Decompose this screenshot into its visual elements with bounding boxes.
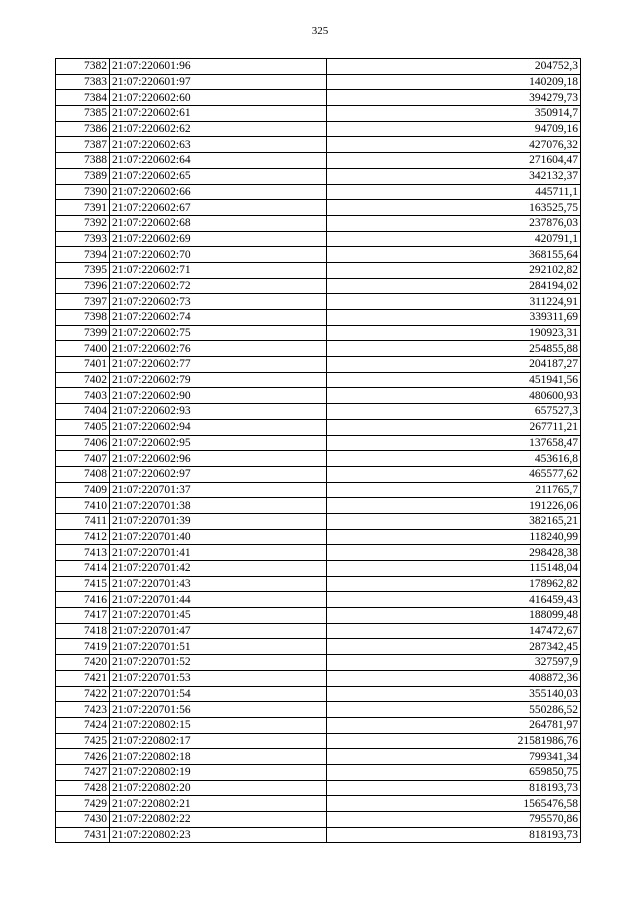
table-row bbox=[56, 137, 581, 153]
cadastral-number-cell: 21:07:220802:17 bbox=[110, 733, 327, 749]
row-number-cell: 7426 bbox=[56, 749, 110, 765]
row-number-cell: 7396 bbox=[56, 278, 110, 294]
row-number-cell: 7419 bbox=[56, 639, 110, 655]
row-number-cell: 7410 bbox=[56, 498, 110, 514]
value-cell: 118240,99 bbox=[327, 529, 581, 545]
table-row bbox=[56, 310, 581, 326]
row-number-cell: 7429 bbox=[56, 796, 110, 812]
table-row bbox=[56, 121, 581, 137]
row-number-cell: 7391 bbox=[56, 200, 110, 216]
row-number-cell: 7395 bbox=[56, 262, 110, 278]
cadastral-number-cell: 21:07:220701:38 bbox=[110, 498, 327, 514]
value-cell: 1565476,58 bbox=[327, 796, 581, 812]
row-number-cell: 7411 bbox=[56, 513, 110, 529]
table-row bbox=[56, 466, 581, 482]
table-row bbox=[56, 749, 581, 765]
value-cell: 204187,27 bbox=[327, 357, 581, 373]
table-row bbox=[56, 733, 581, 749]
table-row bbox=[56, 561, 581, 577]
table-row bbox=[56, 812, 581, 828]
row-number-cell: 7392 bbox=[56, 215, 110, 231]
row-number-cell: 7383 bbox=[56, 74, 110, 90]
value-cell: 284194,02 bbox=[327, 278, 581, 294]
value-cell: 254855,88 bbox=[327, 341, 581, 357]
table-row bbox=[56, 529, 581, 545]
cadastral-number-cell: 21:07:220602:68 bbox=[110, 215, 327, 231]
cadastral-number-cell: 21:07:220602:93 bbox=[110, 404, 327, 420]
table-row bbox=[56, 106, 581, 122]
cadastral-number-cell: 21:07:220701:39 bbox=[110, 513, 327, 529]
value-cell: 178962,82 bbox=[327, 576, 581, 592]
value-cell: 140209,18 bbox=[327, 74, 581, 90]
row-number-cell: 7401 bbox=[56, 357, 110, 373]
data-table bbox=[55, 58, 581, 843]
cadastral-number-cell: 21:07:220602:94 bbox=[110, 419, 327, 435]
row-number-cell: 7404 bbox=[56, 404, 110, 420]
row-number-cell: 7402 bbox=[56, 372, 110, 388]
row-number-cell: 7417 bbox=[56, 608, 110, 624]
cadastral-number-cell: 21:07:220602:62 bbox=[110, 121, 327, 137]
table-row bbox=[56, 325, 581, 341]
cadastral-number-cell: 21:07:220602:77 bbox=[110, 357, 327, 373]
table-row bbox=[56, 231, 581, 247]
cadastral-number-cell: 21:07:220602:90 bbox=[110, 388, 327, 404]
page-number: 325 bbox=[311, 25, 329, 37]
value-cell: 147472,67 bbox=[327, 623, 581, 639]
table-row bbox=[56, 482, 581, 498]
row-number-cell: 7409 bbox=[56, 482, 110, 498]
table-row bbox=[56, 90, 581, 106]
value-cell: 264781,97 bbox=[327, 717, 581, 733]
table-row bbox=[56, 764, 581, 780]
row-number-cell: 7398 bbox=[56, 310, 110, 326]
row-number-cell: 7389 bbox=[56, 168, 110, 184]
row-number-cell: 7393 bbox=[56, 231, 110, 247]
cadastral-number-cell: 21:07:220701:53 bbox=[110, 670, 327, 686]
cadastral-number-cell: 21:07:220602:69 bbox=[110, 231, 327, 247]
cadastral-number-cell: 21:07:220701:51 bbox=[110, 639, 327, 655]
value-cell: 818193,73 bbox=[327, 827, 581, 843]
cadastral-number-cell: 21:07:220802:23 bbox=[110, 827, 327, 843]
table-row bbox=[56, 639, 581, 655]
value-cell: 453616,8 bbox=[327, 451, 581, 467]
table-row bbox=[56, 717, 581, 733]
table-row bbox=[56, 419, 581, 435]
row-number-cell: 7405 bbox=[56, 419, 110, 435]
cadastral-number-cell: 21:07:220802:15 bbox=[110, 717, 327, 733]
cadastral-number-cell: 21:07:220701:40 bbox=[110, 529, 327, 545]
cadastral-number-cell: 21:07:220602:65 bbox=[110, 168, 327, 184]
table-row bbox=[56, 686, 581, 702]
value-cell: 115148,04 bbox=[327, 561, 581, 577]
table-row bbox=[56, 513, 581, 529]
cadastral-number-cell: 21:07:220701:43 bbox=[110, 576, 327, 592]
cadastral-number-cell: 21:07:220701:41 bbox=[110, 545, 327, 561]
value-cell: 818193,73 bbox=[327, 780, 581, 796]
value-cell: 342132,37 bbox=[327, 168, 581, 184]
row-number-cell: 7413 bbox=[56, 545, 110, 561]
value-cell: 659850,75 bbox=[327, 764, 581, 780]
row-number-cell: 7428 bbox=[56, 780, 110, 796]
value-cell: 21581986,76 bbox=[327, 733, 581, 749]
cadastral-number-cell: 21:07:220802:19 bbox=[110, 764, 327, 780]
value-cell: 550286,52 bbox=[327, 702, 581, 718]
row-number-cell: 7422 bbox=[56, 686, 110, 702]
value-cell: 420791,1 bbox=[327, 231, 581, 247]
row-number-cell: 7397 bbox=[56, 294, 110, 310]
table-row bbox=[56, 59, 581, 75]
row-number-cell: 7414 bbox=[56, 561, 110, 577]
cadastral-number-cell: 21:07:220602:70 bbox=[110, 247, 327, 263]
row-number-cell: 7425 bbox=[56, 733, 110, 749]
table-row bbox=[56, 608, 581, 624]
cadastral-number-cell: 21:07:220602:76 bbox=[110, 341, 327, 357]
value-cell: 657527,3 bbox=[327, 404, 581, 420]
value-cell: 267711,21 bbox=[327, 419, 581, 435]
table-body bbox=[56, 59, 581, 843]
row-number-cell: 7387 bbox=[56, 137, 110, 153]
row-number-cell: 7420 bbox=[56, 655, 110, 671]
cadastral-number-cell: 21:07:220602:64 bbox=[110, 153, 327, 169]
row-number-cell: 7382 bbox=[56, 59, 110, 75]
cadastral-number-cell: 21:07:220602:67 bbox=[110, 200, 327, 216]
row-number-cell: 7431 bbox=[56, 827, 110, 843]
table-row bbox=[56, 262, 581, 278]
row-number-cell: 7400 bbox=[56, 341, 110, 357]
value-cell: 271604,47 bbox=[327, 153, 581, 169]
table-row bbox=[56, 341, 581, 357]
value-cell: 311224,91 bbox=[327, 294, 581, 310]
value-cell: 188099,48 bbox=[327, 608, 581, 624]
table-row bbox=[56, 278, 581, 294]
row-number-cell: 7415 bbox=[56, 576, 110, 592]
cadastral-number-cell: 21:07:220802:18 bbox=[110, 749, 327, 765]
row-number-cell: 7406 bbox=[56, 435, 110, 451]
table-row bbox=[56, 184, 581, 200]
table-row bbox=[56, 623, 581, 639]
value-cell: 382165,21 bbox=[327, 513, 581, 529]
cadastral-number-cell: 21:07:220602:61 bbox=[110, 106, 327, 122]
row-number-cell: 7421 bbox=[56, 670, 110, 686]
cadastral-number-cell: 21:07:220701:52 bbox=[110, 655, 327, 671]
row-number-cell: 7384 bbox=[56, 90, 110, 106]
table-row bbox=[56, 247, 581, 263]
table-row bbox=[56, 74, 581, 90]
cadastral-number-cell: 21:07:220802:20 bbox=[110, 780, 327, 796]
cadastral-number-cell: 21:07:220602:97 bbox=[110, 466, 327, 482]
row-number-cell: 7408 bbox=[56, 466, 110, 482]
row-number-cell: 7388 bbox=[56, 153, 110, 169]
cadastral-number-cell: 21:07:220602:72 bbox=[110, 278, 327, 294]
table-row bbox=[56, 372, 581, 388]
value-cell: 355140,03 bbox=[327, 686, 581, 702]
row-number-cell: 7423 bbox=[56, 702, 110, 718]
table-row bbox=[56, 200, 581, 216]
row-number-cell: 7424 bbox=[56, 717, 110, 733]
cadastral-number-cell: 21:07:220602:74 bbox=[110, 310, 327, 326]
value-cell: 190923,31 bbox=[327, 325, 581, 341]
value-cell: 394279,73 bbox=[327, 90, 581, 106]
table-row bbox=[56, 796, 581, 812]
table-row bbox=[56, 780, 581, 796]
table-row bbox=[56, 435, 581, 451]
value-cell: 465577,62 bbox=[327, 466, 581, 482]
value-cell: 137658,47 bbox=[327, 435, 581, 451]
table-row bbox=[56, 357, 581, 373]
cadastral-number-cell: 21:07:220701:42 bbox=[110, 561, 327, 577]
cadastral-number-cell: 21:07:220602:75 bbox=[110, 325, 327, 341]
value-cell: 211765,7 bbox=[327, 482, 581, 498]
table-row bbox=[56, 498, 581, 514]
value-cell: 408872,36 bbox=[327, 670, 581, 686]
cadastral-number-cell: 21:07:220802:21 bbox=[110, 796, 327, 812]
row-number-cell: 7394 bbox=[56, 247, 110, 263]
value-cell: 350914,7 bbox=[327, 106, 581, 122]
value-cell: 191226,06 bbox=[327, 498, 581, 514]
value-cell: 445711,1 bbox=[327, 184, 581, 200]
cadastral-number-cell: 21:07:220601:97 bbox=[110, 74, 327, 90]
table-row bbox=[56, 702, 581, 718]
value-cell: 480600,93 bbox=[327, 388, 581, 404]
cadastral-number-cell: 21:07:220602:66 bbox=[110, 184, 327, 200]
value-cell: 416459,43 bbox=[327, 592, 581, 608]
value-cell: 327597,9 bbox=[327, 655, 581, 671]
cadastral-number-cell: 21:07:220602:96 bbox=[110, 451, 327, 467]
value-cell: 799341,34 bbox=[327, 749, 581, 765]
row-number-cell: 7386 bbox=[56, 121, 110, 137]
cadastral-number-cell: 21:07:220601:96 bbox=[110, 59, 327, 75]
cadastral-number-cell: 21:07:220701:37 bbox=[110, 482, 327, 498]
row-number-cell: 7416 bbox=[56, 592, 110, 608]
table-row bbox=[56, 215, 581, 231]
value-cell: 287342,45 bbox=[327, 639, 581, 655]
cadastral-number-cell: 21:07:220602:71 bbox=[110, 262, 327, 278]
table-row bbox=[56, 388, 581, 404]
row-number-cell: 7427 bbox=[56, 764, 110, 780]
value-cell: 292102,82 bbox=[327, 262, 581, 278]
cadastral-number-cell: 21:07:220701:47 bbox=[110, 623, 327, 639]
row-number-cell: 7385 bbox=[56, 106, 110, 122]
value-cell: 237876,03 bbox=[327, 215, 581, 231]
cadastral-number-cell: 21:07:220602:63 bbox=[110, 137, 327, 153]
cadastral-number-cell: 21:07:220701:44 bbox=[110, 592, 327, 608]
value-cell: 451941,56 bbox=[327, 372, 581, 388]
value-cell: 339311,69 bbox=[327, 310, 581, 326]
table-row bbox=[56, 576, 581, 592]
table-row bbox=[56, 153, 581, 169]
value-cell: 204752,3 bbox=[327, 59, 581, 75]
value-cell: 298428,38 bbox=[327, 545, 581, 561]
cadastral-number-cell: 21:07:220602:60 bbox=[110, 90, 327, 106]
row-number-cell: 7403 bbox=[56, 388, 110, 404]
row-number-cell: 7430 bbox=[56, 812, 110, 828]
row-number-cell: 7412 bbox=[56, 529, 110, 545]
table-row bbox=[56, 404, 581, 420]
table-row bbox=[56, 655, 581, 671]
value-cell: 427076,32 bbox=[327, 137, 581, 153]
cadastral-number-cell: 21:07:220701:54 bbox=[110, 686, 327, 702]
row-number-cell: 7390 bbox=[56, 184, 110, 200]
row-number-cell: 7407 bbox=[56, 451, 110, 467]
cadastral-number-cell: 21:07:220602:79 bbox=[110, 372, 327, 388]
cadastral-number-cell: 21:07:220802:22 bbox=[110, 812, 327, 828]
value-cell: 94709,16 bbox=[327, 121, 581, 137]
table-row bbox=[56, 545, 581, 561]
value-cell: 795570,86 bbox=[327, 812, 581, 828]
cadastral-number-cell: 21:07:220602:95 bbox=[110, 435, 327, 451]
row-number-cell: 7418 bbox=[56, 623, 110, 639]
cadastral-number-cell: 21:07:220701:56 bbox=[110, 702, 327, 718]
table-row bbox=[56, 294, 581, 310]
row-number-cell: 7399 bbox=[56, 325, 110, 341]
cadastral-number-cell: 21:07:220701:45 bbox=[110, 608, 327, 624]
value-cell: 163525,75 bbox=[327, 200, 581, 216]
table-row bbox=[56, 592, 581, 608]
table-row bbox=[56, 827, 581, 843]
cadastral-number-cell: 21:07:220602:73 bbox=[110, 294, 327, 310]
table-row bbox=[56, 451, 581, 467]
value-cell: 368155,64 bbox=[327, 247, 581, 263]
table-row bbox=[56, 670, 581, 686]
table-row bbox=[56, 168, 581, 184]
